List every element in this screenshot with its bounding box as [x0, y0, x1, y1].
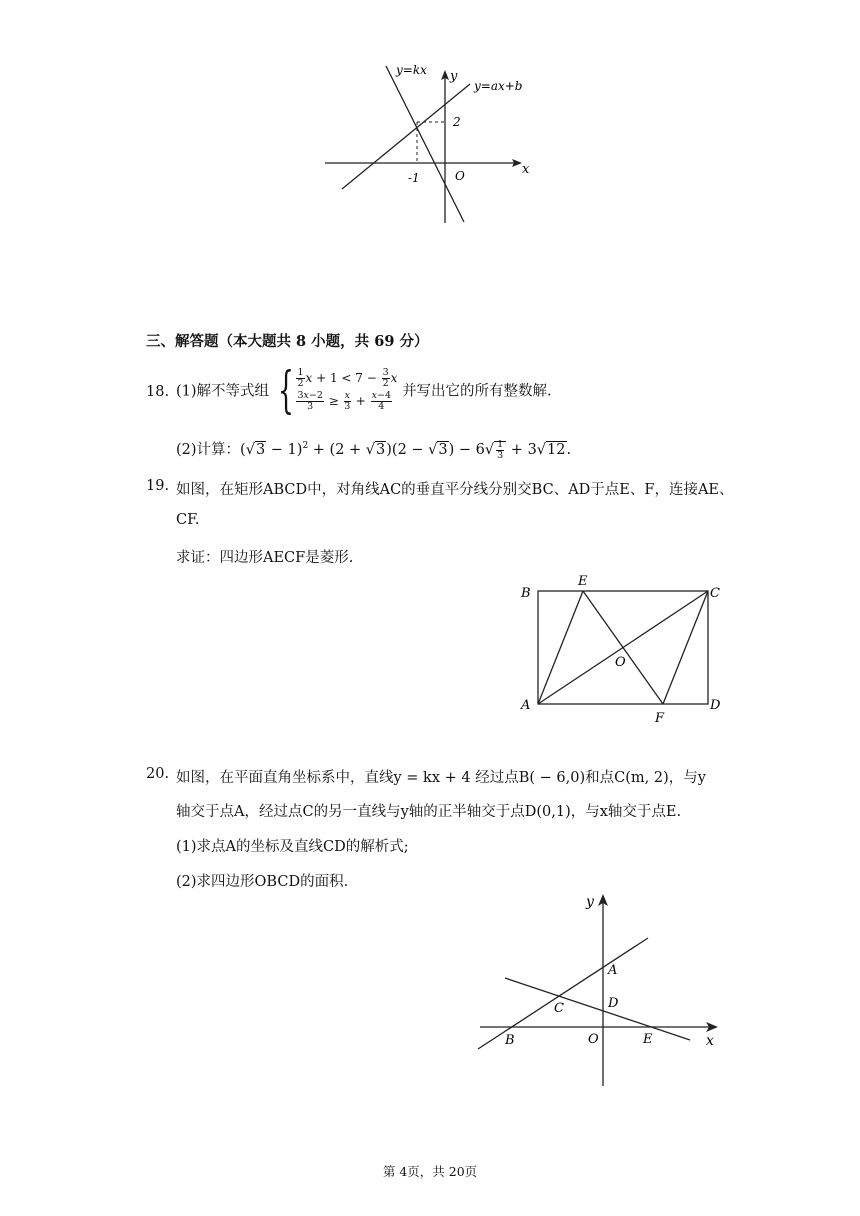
label-x-axis: x [522, 162, 530, 177]
q20-line2: 轴交于点A，经过点C的另一直线与y轴的正半轴交于点D(0,1)，与x轴交于点E. [176, 804, 682, 820]
q18-part2-prefix: (2)计算： [176, 442, 241, 458]
figure-coordinate-plane [470, 890, 730, 1090]
figure-rectangle-abcd [515, 574, 725, 726]
point-A: A [608, 963, 618, 978]
vertex-C: C [710, 586, 720, 601]
label-two: 2 [453, 115, 461, 129]
question-number-19: 19. [146, 478, 170, 494]
axis-label-x: x [706, 1033, 714, 1049]
page-footer: 第 4页，共 20页 [382, 1164, 478, 1179]
vertex-D: D [710, 698, 721, 713]
section-header: 三、解答题（本大题共 8 小题，共 69 分） [146, 333, 429, 350]
label-y-axb: y=ax+b [474, 79, 523, 93]
point-O: O [615, 655, 626, 670]
inequality-system: { $\frac{1}{2}$ x + 1 < 7 − $\frac{3}{2}$ x $\frac{3x-2}{3}$ ≥ $\frac{x}{3}$ + $\frac{x-4}{4}$ [277, 361, 398, 419]
q20-line4: (2)求四边形OBCD的面积. [176, 874, 349, 890]
point-E: E [643, 1032, 653, 1047]
q18-part1-prefix: (1)解不等式组 [176, 383, 270, 400]
vertex-B: B [521, 586, 531, 601]
label-origin: O [455, 169, 465, 183]
q18-part2-expr: $(√3 - 1)^2 + (2 + √3)(2 - √3) - 6√$ $\frac{1}{3}$ + 3√12. [240, 438, 572, 461]
q18-part1 [176, 361, 552, 419]
figure-lines-intersection [320, 58, 540, 228]
axis-label-y: y [586, 894, 594, 910]
point-B: B [505, 1033, 515, 1048]
point-D: D [608, 996, 619, 1011]
inequality-1: $\frac{1}{2}$ x + 1 < 7 − $\frac{3}{2}$ x [297, 367, 398, 389]
label-y-axis: y [450, 69, 458, 84]
q18-part2 [176, 438, 571, 461]
q19-line2: CF. [176, 512, 200, 528]
q18-part1-suffix: 并写出它的所有整数解. [402, 383, 552, 400]
q20-line1: 如图，在平面直角坐标系中，直线y = kx + 4 经过点B( − 6,0)和点C(m, 2)，与y [176, 770, 706, 786]
inequality-2: $\frac{3x-2}{3}$ ≥ $\frac{x}{3}$ + $\frac{x-4}{4}$ [297, 390, 391, 412]
label-neg-one: -1 [408, 171, 420, 185]
vertex-E: E [578, 574, 588, 589]
q19-line3: 求证：四边形AECF是菱形. [176, 550, 354, 566]
q19-line1: 如图，在矩形ABCD中，对角线AC的垂直平分线分别交BC、AD于点E、F，连接AE、 [176, 482, 734, 498]
question-number-18: 18. [146, 384, 170, 400]
vertex-F: F [655, 711, 665, 726]
q20-line3: (1)求点A的坐标及直线CD的解析式; [176, 839, 409, 855]
point-C: C [554, 1001, 564, 1016]
origin-O: O [588, 1032, 599, 1047]
label-y-kx: y=kx [396, 63, 427, 77]
question-number-20: 20. [146, 766, 170, 782]
vertex-A: A [521, 698, 531, 713]
